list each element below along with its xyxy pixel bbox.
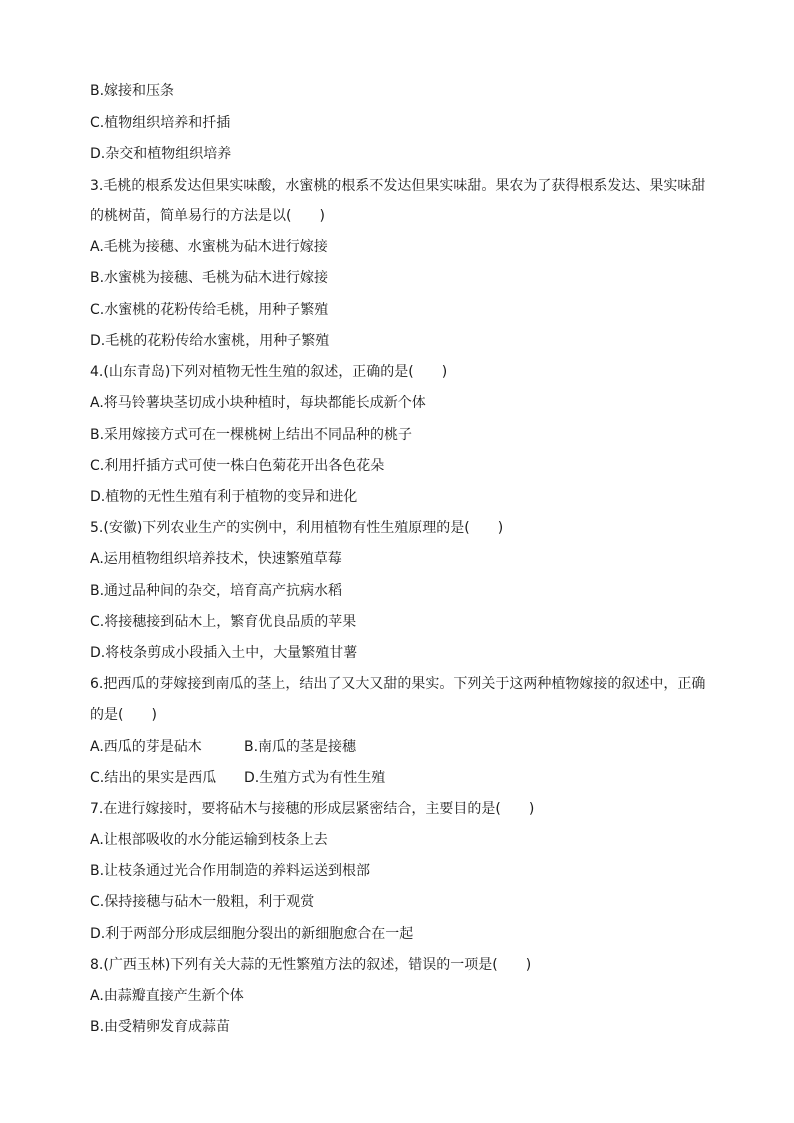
options-cd-q6: [90, 768, 385, 788]
option-d-q4: D.植物的无性生殖有利于植物的变异和进化: [90, 489, 358, 505]
question-4-stem: 4.(山东青岛)下列对植物无性生殖的叙述，正确的是( ): [90, 364, 448, 380]
option-a-q6: A.西瓜的芽是砧木: [90, 739, 202, 755]
option-d-q2: D.杂交和植物组织培养: [90, 146, 232, 162]
option-b-q6: B.南瓜的茎是接穗: [244, 739, 357, 755]
question-6-stem: 6.把西瓜的芽嫁接到南瓜的茎上，结出了又大又甜的果实。下列关于这两种植物嫁接的叙述中，正确: [90, 676, 706, 692]
question-6-stem-cont: 的是( ): [90, 707, 157, 723]
option-a-q5: A.运用植物组织培养技术，快速繁殖草莓: [90, 551, 342, 567]
option-b-q8: B.由受精卵发育成蒜苗: [90, 1019, 231, 1035]
option-b-q5: B.通过品种间的杂交，培育高产抗病水稻: [90, 583, 343, 599]
option-b-q4: B.采用嫁接方式可在一棵桃树上结出不同品种的桃子: [90, 427, 413, 443]
option-a-q7: A.让根部吸收的水分能运输到枝条上去: [90, 832, 328, 848]
option-b-q7: B.让枝条通过光合作用制造的养料运送到根部: [90, 863, 371, 879]
option-d-q7: D.利于两部分形成层细胞分裂出的新细胞愈合在一起: [90, 926, 414, 942]
option-a-q8: A.由蒜瓣直接产生新个体: [90, 988, 244, 1004]
options-ab-q6: [90, 737, 356, 757]
option-c-q5: C.将接穗接到砧木上，繁育优良品质的苹果: [90, 614, 357, 630]
question-8-stem: 8.(广西玉林)下列有关大蒜的无性繁殖方法的叙述，错误的一项是( ): [90, 957, 532, 973]
option-d-q3: D.毛桃的花粉传给水蜜桃，用种子繁殖: [90, 333, 330, 349]
option-c-q7: C.保持接穗与砧木一般粗，利于观赏: [90, 894, 315, 910]
option-c-q2: C.植物组织培养和扦插: [90, 115, 231, 131]
option-a-q4: A.将马铃薯块茎切成小块种植时，每块都能长成新个体: [90, 395, 426, 411]
option-b-q3: B.水蜜桃为接穗、毛桃为砧木进行嫁接: [90, 270, 329, 286]
option-a-q3: A.毛桃为接穗、水蜜桃为砧木进行嫁接: [90, 239, 328, 255]
option-c-q3: C.水蜜桃的花粉传给毛桃，用种子繁殖: [90, 302, 329, 318]
question-3-stem-cont: 的桃树苗，简单易行的方法是以( ): [90, 208, 325, 224]
option-d-q6: D.生殖方式为有性生殖: [244, 770, 386, 786]
question-5-stem: 5.(安徽)下列农业生产的实例中，利用植物有性生殖原理的是( ): [90, 520, 504, 536]
option-c-q6: C.结出的果实是西瓜: [90, 770, 217, 786]
question-3-stem: 3.毛桃的根系发达但果实味酸，水蜜桃的根系不发达但果实味甜。果农为了获得根系发达、果实味甜: [90, 178, 706, 194]
question-7-stem: 7.在进行嫁接时，要将砧木与接穗的形成层紧密结合，主要目的是( ): [90, 801, 535, 817]
option-d-q5: D.将枝条剪成小段插入土中，大量繁殖甘薯: [90, 645, 358, 661]
option-b-q2: B.嫁接和压条: [90, 83, 175, 99]
option-c-q4: C.利用扦插方式可使一株白色菊花开出各色花朵: [90, 458, 385, 474]
